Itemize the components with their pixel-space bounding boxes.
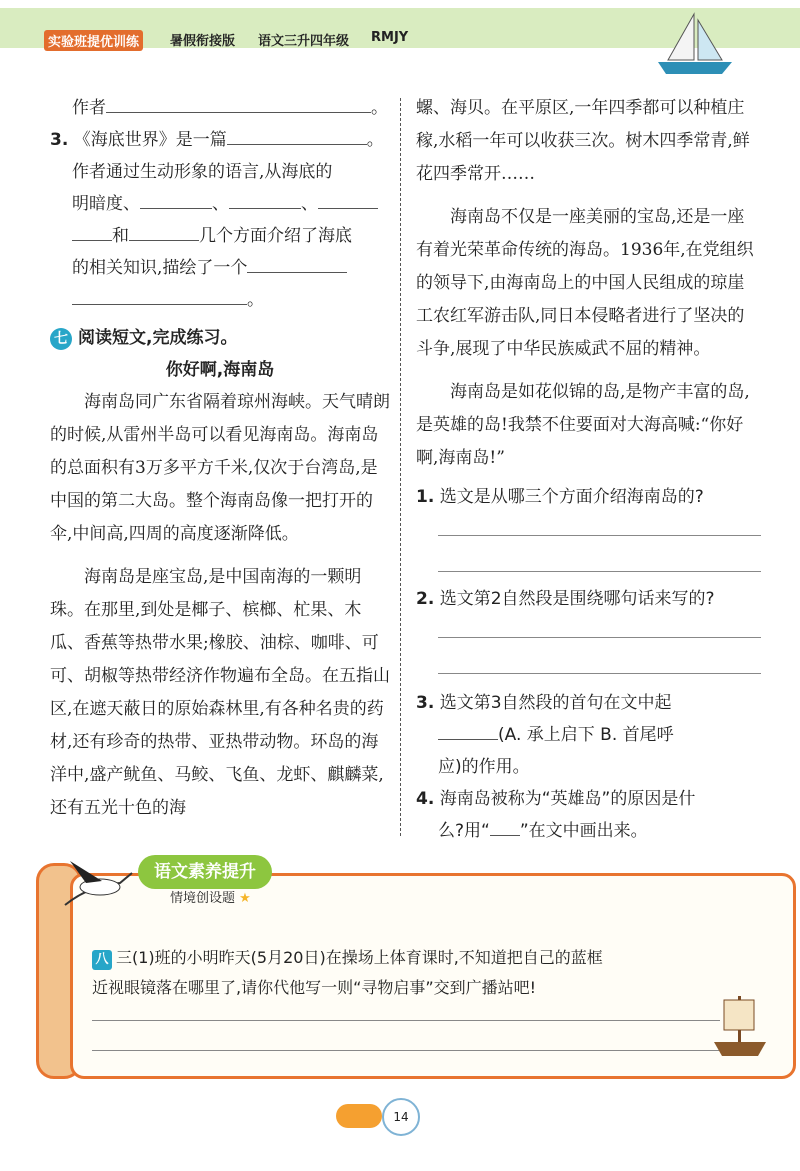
- answer-blank[interactable]: [247, 253, 347, 273]
- q3-text4: 几个方面介绍了海底: [199, 226, 352, 246]
- q3-line6: [50, 284, 390, 316]
- rq2: [416, 583, 761, 615]
- literacy-section: [20, 855, 780, 1080]
- rq1: [416, 481, 761, 513]
- crane-bird-icon: [60, 855, 140, 915]
- q3-text1: 《海底世界》是一篇: [73, 130, 227, 150]
- q3-text3: 明暗度、: [72, 194, 140, 214]
- q2-tail-line: 作者 。: [50, 92, 390, 124]
- rq2-text: 选文第2自然段是围绕哪句话来写的?: [439, 589, 715, 609]
- publisher-label: RMJY: [371, 30, 409, 45]
- q3-text5: 的相关知识,描绘了一个: [72, 258, 248, 278]
- answer-blank[interactable]: [129, 221, 199, 241]
- course-label: 语文三升四年级: [258, 34, 350, 49]
- answer-blank[interactable]: [318, 189, 378, 209]
- answer-line[interactable]: [92, 1020, 720, 1021]
- rq1-number: 1.: [416, 487, 435, 507]
- series-tag: 实验班提优训练: [44, 30, 143, 51]
- q3-text2: 作者通过生动形象的语言,从海底的: [72, 162, 333, 182]
- answer-blank[interactable]: [72, 221, 112, 241]
- column-divider: [400, 98, 401, 836]
- answer-line[interactable]: [438, 637, 761, 638]
- section-subtitle: 情境创设题: [170, 891, 236, 906]
- q3-and: 和: [112, 226, 129, 246]
- star-icon: ★: [239, 891, 251, 906]
- article-paragraph-1: 海南岛同广东省隔着琼州海峡。天气晴朗的时候,从雷州半岛可以看见海南岛。海南岛的总面积有3万多平方千米,仅次于台湾岛,是中国的第二大岛。整个海南岛像一把打开的伞,中间高,四周的高度逐渐降低。: [50, 392, 390, 544]
- task-8-line1: [92, 943, 752, 973]
- sailboat-icon: [650, 10, 740, 80]
- right-column: [416, 92, 761, 847]
- answer-line[interactable]: [438, 673, 761, 674]
- answer-blank[interactable]: [227, 125, 367, 145]
- task-8-text1: 三(1)班的小明昨天(5月20日)在操场上体育课时,不知道把自己的蓝框: [116, 948, 603, 967]
- section-7-title: 阅读短文,完成练习。: [78, 328, 238, 348]
- article-title: 你好啊,海南岛: [165, 360, 275, 380]
- q3-number: 3.: [50, 130, 69, 150]
- answer-blank[interactable]: [106, 93, 371, 113]
- task-8-badge: 八: [92, 950, 112, 970]
- rq3-line1: [416, 687, 761, 719]
- answer-blank[interactable]: [72, 285, 247, 305]
- article-paragraph-2: 海南岛是座宝岛,是中国南海的一颗明珠。在那里,到处是椰子、槟榔、杧果、木瓜、香蕉等热带水果;橡胶、油棕、咖啡、可可、胡椒等热带经济作物遍布全岛。在五指山区,在遮天蔽日的原始森林里,有各种名贵的药材,还有珍奇的热带、亚热带动物。环岛的海洋中,盛产鱿鱼、马鲛、飞鱼、龙虾、麒麟菜,还有五光十色的海: [50, 567, 390, 818]
- rq3-text-c: 应)的作用。: [438, 757, 530, 777]
- q3-end: 。: [247, 290, 264, 310]
- answer-line[interactable]: [438, 571, 761, 572]
- answer-line[interactable]: [438, 535, 761, 536]
- left-column: [50, 92, 390, 825]
- section-7-badge: 七: [50, 328, 72, 350]
- section-subtitle-row: [170, 887, 251, 906]
- section-7-heading: [50, 322, 390, 354]
- rq4-number: 4.: [416, 789, 435, 809]
- answer-blank[interactable]: [229, 189, 301, 209]
- q2-tail: 作者: [72, 98, 106, 118]
- rq3-line2: [416, 719, 761, 751]
- article-paragraph-3: 海南岛不仅是一座美丽的宝岛,还是一座有着光荣革命传统的海岛。1936年,在党组织的领导下,由海南岛上的中国人民组成的琼崖工农红军游击队,同日本侵略者进行了坚决的斗争,展现了中华民族威武不屈的精神。: [416, 207, 754, 359]
- rq3-number: 3.: [416, 693, 435, 713]
- rq4-text-b: 么?用“: [438, 821, 490, 841]
- page-number: 14: [382, 1098, 420, 1136]
- rq3-text-a: 选文第3自然段的首句在文中起: [439, 693, 672, 713]
- rq1-answer-lines: [416, 513, 761, 583]
- task-8-text2: 近视眼镜落在哪里了,请你代他写一则“寻物启事”交到广播站吧!: [92, 978, 537, 997]
- answer-line[interactable]: [92, 1050, 720, 1051]
- section-title: 语文素养提升: [138, 855, 272, 889]
- submarine-icon: [336, 1104, 382, 1128]
- rq2-number: 2.: [416, 589, 435, 609]
- edition-label: 暑假衔接版: [170, 34, 236, 49]
- q3-line3: 明暗度、 、 、: [50, 188, 390, 220]
- q3-line5: [50, 252, 390, 284]
- rq3-text-b: (A. 承上启下 B. 首尾呼: [498, 725, 674, 745]
- article-paragraph-2-cont: 螺、海贝。在平原区,一年四季都可以种植庄稼,水稻一年可以收获三次。树木四季常青,鲜花四季常开……: [416, 98, 750, 184]
- rq4-line1: [416, 783, 761, 815]
- ship-icon: [710, 990, 770, 1060]
- q3-line4: [50, 220, 390, 252]
- article-paragraph-4: 海南岛是如花似锦的岛,是物产丰富的岛,是英雄的岛!我禁不住要面对大海高喊:“你好啊,海南岛!”: [416, 382, 750, 468]
- rq2-answer-lines: [416, 615, 761, 687]
- rq4-text-a: 海南岛被称为“英雄岛”的原因是什: [439, 789, 696, 809]
- answer-blank[interactable]: [140, 189, 212, 209]
- underline-sample: [490, 816, 520, 836]
- q3-line1: 3. 《海底世界》是一篇 。: [50, 124, 390, 156]
- page-header: [0, 0, 800, 62]
- rq4-text-c: ”在文中画出来。: [519, 821, 648, 841]
- task-8: [92, 943, 752, 1003]
- rq1-text: 选文是从哪三个方面介绍海南岛的?: [439, 487, 704, 507]
- answer-blank[interactable]: [438, 720, 498, 740]
- rq4-line2: [416, 815, 761, 847]
